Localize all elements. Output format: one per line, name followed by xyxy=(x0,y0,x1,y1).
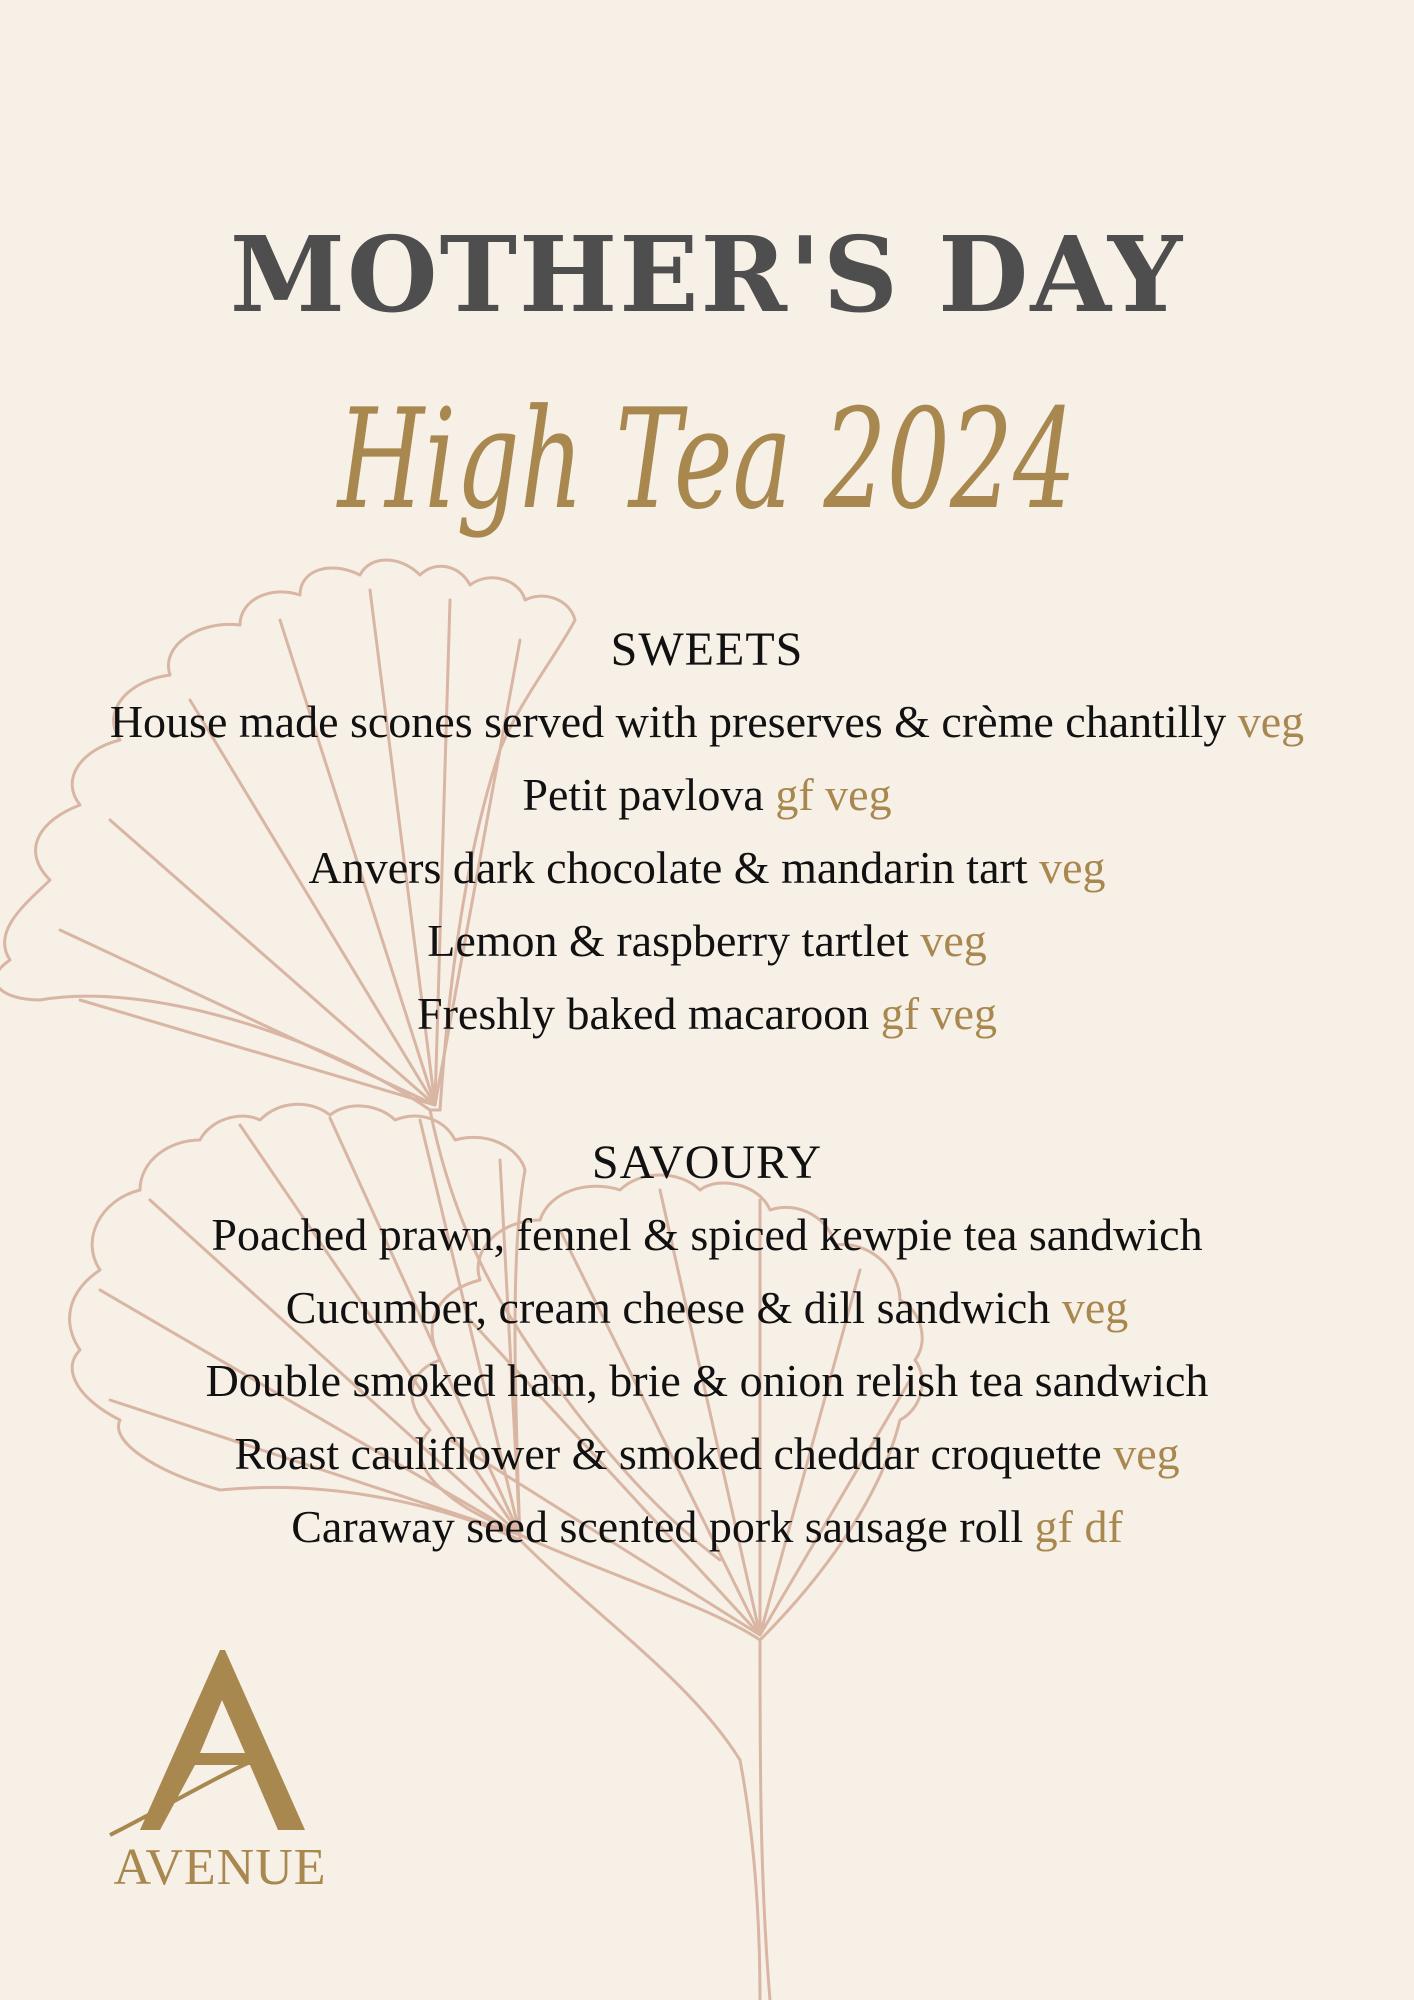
menu-item: Anvers dark chocolate & mandarin tart veg xyxy=(308,842,1106,893)
page-subtitle: High Tea 2024 xyxy=(337,379,1077,540)
dietary-tag: veg xyxy=(1039,842,1106,893)
dietary-tag: gf veg xyxy=(775,769,892,820)
dietary-tag: veg xyxy=(1113,1428,1180,1479)
dietary-tag: gf df xyxy=(1034,1501,1123,1552)
menu-item: Poached prawn, fennel & spiced kewpie tea sandwich xyxy=(211,1209,1203,1260)
menu-item: Freshly baked macaroon gf veg xyxy=(417,988,997,1039)
menu-item: Cucumber, cream cheese & dill sandwich veg xyxy=(285,1282,1129,1333)
avenue-logo-text: AVENUE xyxy=(113,1839,327,1896)
dietary-tag: veg xyxy=(1237,696,1305,747)
menu-item: Double smoked ham, brie & onion relish tea sandwich xyxy=(205,1355,1209,1406)
menu-item: Roast cauliflower & smoked cheddar croquette veg xyxy=(234,1428,1180,1479)
savoury-heading: SAVOURY xyxy=(591,1136,823,1189)
menu-item: Lemon & raspberry tartlet veg xyxy=(427,915,987,966)
savoury-section xyxy=(0,1128,1414,1563)
menu-item: Caraway seed scented pork sausage roll gf df xyxy=(291,1501,1123,1552)
dietary-tag: veg xyxy=(1061,1282,1129,1333)
sweets-section xyxy=(0,615,1414,1050)
sweets-heading: SWEETS xyxy=(610,623,804,676)
dietary-tag: veg xyxy=(920,915,987,966)
menu-item: Petit pavlova gf veg xyxy=(522,769,892,820)
menu-item: House made scones served with preserves & crème chantilly veg xyxy=(109,696,1305,747)
dietary-tag: gf veg xyxy=(880,988,997,1039)
page-title: MOTHER'S DAY xyxy=(229,213,1185,336)
